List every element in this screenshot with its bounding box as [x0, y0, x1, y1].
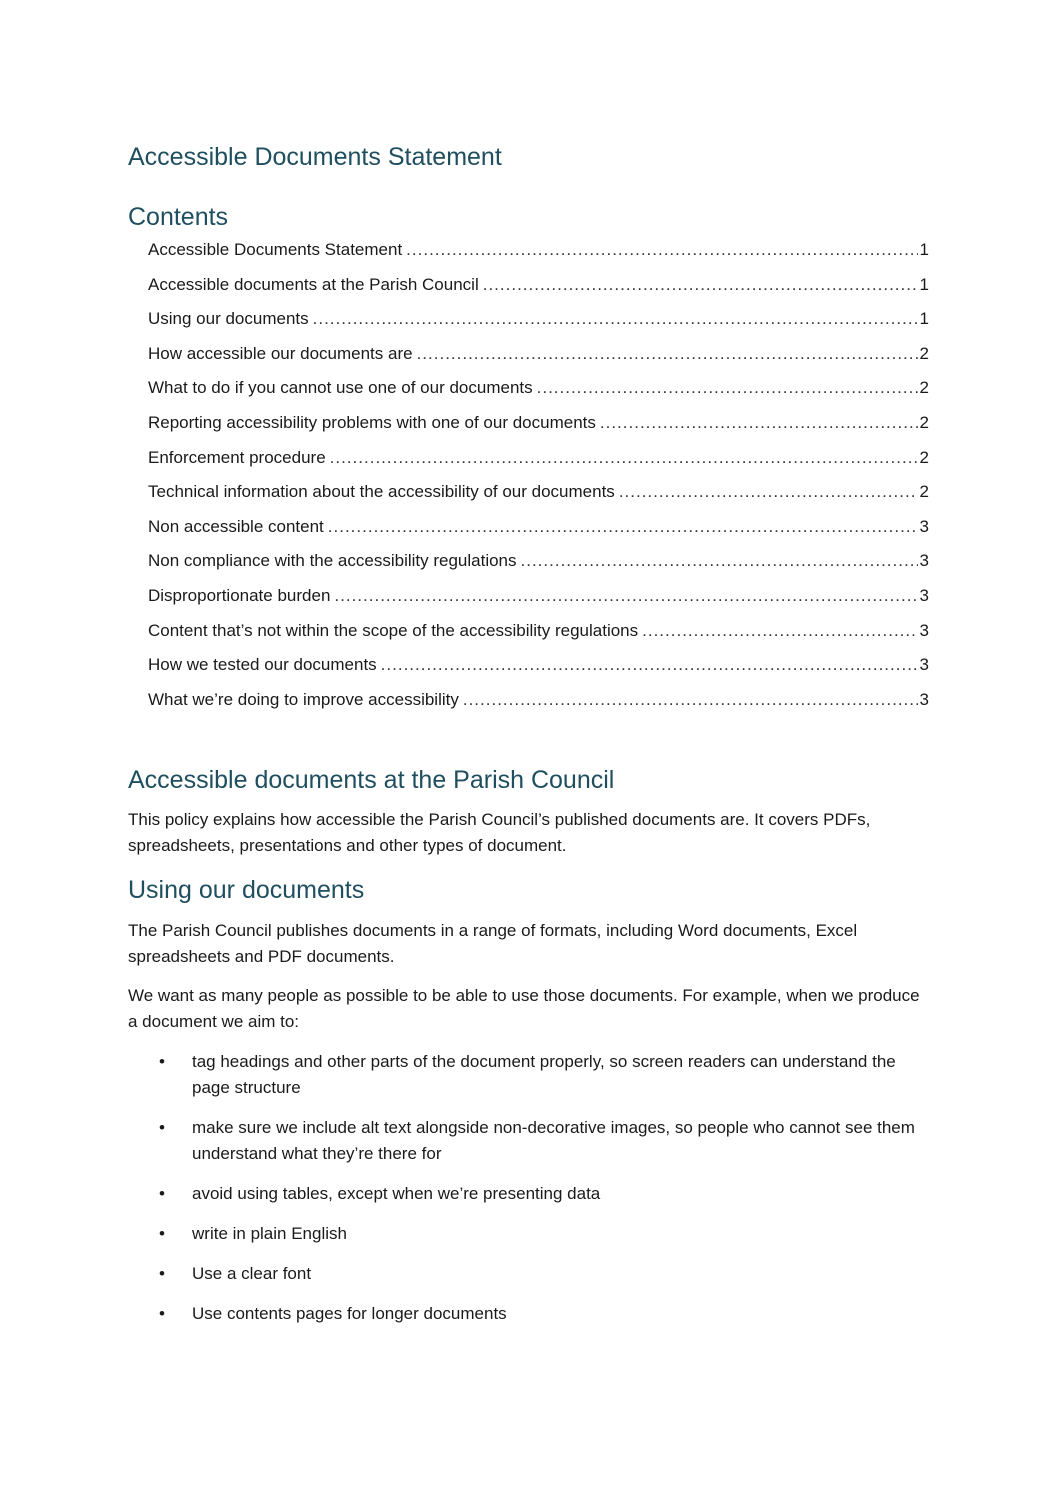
toc-dot-leader — [328, 517, 918, 537]
toc-dot-leader — [334, 586, 917, 606]
section-heading-accessible-documents: Accessible documents at the Parish Council — [128, 766, 615, 794]
toc-entry[interactable] — [148, 240, 929, 275]
section-paragraph: We want as many people as possible to be able to use those documents. For example, when we produce a document we aim to: — [128, 986, 920, 1031]
list-item — [128, 1221, 928, 1247]
toc-dot-leader — [483, 275, 918, 295]
toc-dot-leader — [417, 344, 918, 364]
toc-entry-page: 3 — [919, 689, 929, 709]
list-item — [128, 1181, 928, 1207]
toc-entry-label: How accessible our documents are — [148, 343, 413, 363]
list-item-text: tag headings and other parts of the document properly, so screen readers can understand the page structure — [192, 1052, 896, 1097]
toc-entry-label: Non accessible content — [148, 516, 324, 536]
toc-entry-page: 1 — [919, 240, 929, 259]
bullet-icon: • — [159, 1118, 165, 1137]
toc-dot-leader — [463, 690, 918, 710]
toc-entry-page: 2 — [919, 482, 929, 502]
toc-dot-leader — [642, 621, 917, 641]
list-item — [128, 1049, 928, 1101]
list-item — [128, 1115, 928, 1167]
list-item-text: make sure we include alt text alongside non-decorative images, so people who cannot see them understand what they’re there for — [192, 1118, 915, 1163]
toc-entry-page: 2 — [919, 378, 929, 398]
toc-entry[interactable] — [148, 551, 929, 586]
toc-entry-page: 1 — [919, 274, 929, 294]
toc-entry-page: 3 — [919, 516, 929, 536]
bullet-list — [128, 1049, 928, 1341]
toc-dot-leader — [537, 378, 918, 398]
toc-entry-label: Accessible Documents Statement — [148, 240, 403, 259]
toc-entry-label: Accessible documents at the Parish Council — [148, 274, 479, 294]
document-title: Accessible Documents Statement — [128, 143, 502, 171]
list-item-text: write in plain English — [192, 1224, 347, 1243]
toc-dot-leader — [381, 655, 918, 675]
list-item — [128, 1261, 928, 1287]
toc-entry-page: 1 — [919, 309, 929, 329]
section-paragraph: The Parish Council publishes documents in a range of formats, including Word documents, Excel spreadsheets and PDF documents. — [128, 921, 858, 966]
toc-entry[interactable] — [148, 344, 929, 379]
toc-entry-label: How we tested our documents — [148, 655, 377, 675]
toc-entry-page: 3 — [919, 620, 929, 640]
toc-entry[interactable] — [148, 275, 929, 310]
toc-dot-leader — [521, 551, 918, 571]
toc-dot-leader — [313, 309, 918, 329]
bullet-icon: • — [159, 1224, 165, 1243]
section-heading-using-our-documents: Using our documents — [128, 876, 365, 904]
toc-entry[interactable] — [148, 482, 929, 517]
list-item-text: Use a clear font — [192, 1264, 312, 1283]
bullet-icon: • — [159, 1052, 165, 1071]
toc-entry-label: Using our documents — [148, 309, 309, 329]
toc-entry-page: 2 — [919, 343, 929, 363]
toc-entry-page: 3 — [919, 585, 929, 605]
toc-entry-page: 3 — [919, 551, 929, 571]
toc-entry-label: Content that’s not within the scope of the accessibility regulations — [148, 620, 639, 640]
bullet-icon: • — [159, 1184, 165, 1203]
toc-entry-label: Reporting accessibility problems with one of our documents — [148, 412, 596, 432]
toc-entry[interactable] — [148, 655, 929, 690]
section-paragraph: This policy explains how accessible the Parish Council’s published documents are. It covers PDFs, spreadsheets, presentations and other types of document. — [128, 810, 871, 855]
contents-heading: Contents — [128, 203, 229, 231]
list-item-text: Use contents pages for longer documents — [192, 1304, 507, 1323]
toc-entry[interactable] — [148, 621, 929, 656]
bullet-icon: • — [159, 1304, 165, 1323]
toc-entry-label: Enforcement procedure — [148, 447, 326, 467]
toc-dot-leader — [406, 240, 917, 260]
table-of-contents — [148, 240, 929, 724]
toc-entry[interactable] — [148, 517, 929, 552]
toc-entry[interactable] — [148, 378, 929, 413]
list-item — [128, 1301, 928, 1327]
toc-entry-label: Non compliance with the accessibility regulations — [148, 551, 517, 571]
toc-entry[interactable] — [148, 413, 929, 448]
toc-entry-label: Disproportionate burden — [148, 585, 331, 605]
toc-entry[interactable] — [148, 448, 929, 483]
toc-dot-leader — [619, 482, 918, 502]
toc-entry[interactable] — [148, 309, 929, 344]
bullet-icon: • — [159, 1264, 165, 1283]
toc-entry-page: 2 — [919, 412, 929, 432]
toc-entry-label: What to do if you cannot use one of our documents — [148, 378, 533, 398]
toc-entry-label: What we’re doing to improve accessibility — [148, 689, 459, 709]
toc-entry-page: 3 — [919, 655, 929, 675]
list-item-text: avoid using tables, except when we’re presenting data — [192, 1184, 601, 1203]
toc-entry-label: Technical information about the accessibility of our documents — [148, 482, 615, 502]
toc-entry[interactable] — [148, 586, 929, 621]
toc-entry[interactable] — [148, 690, 929, 725]
toc-entry-page: 2 — [919, 447, 929, 467]
toc-dot-leader — [330, 448, 918, 468]
toc-dot-leader — [600, 413, 918, 433]
